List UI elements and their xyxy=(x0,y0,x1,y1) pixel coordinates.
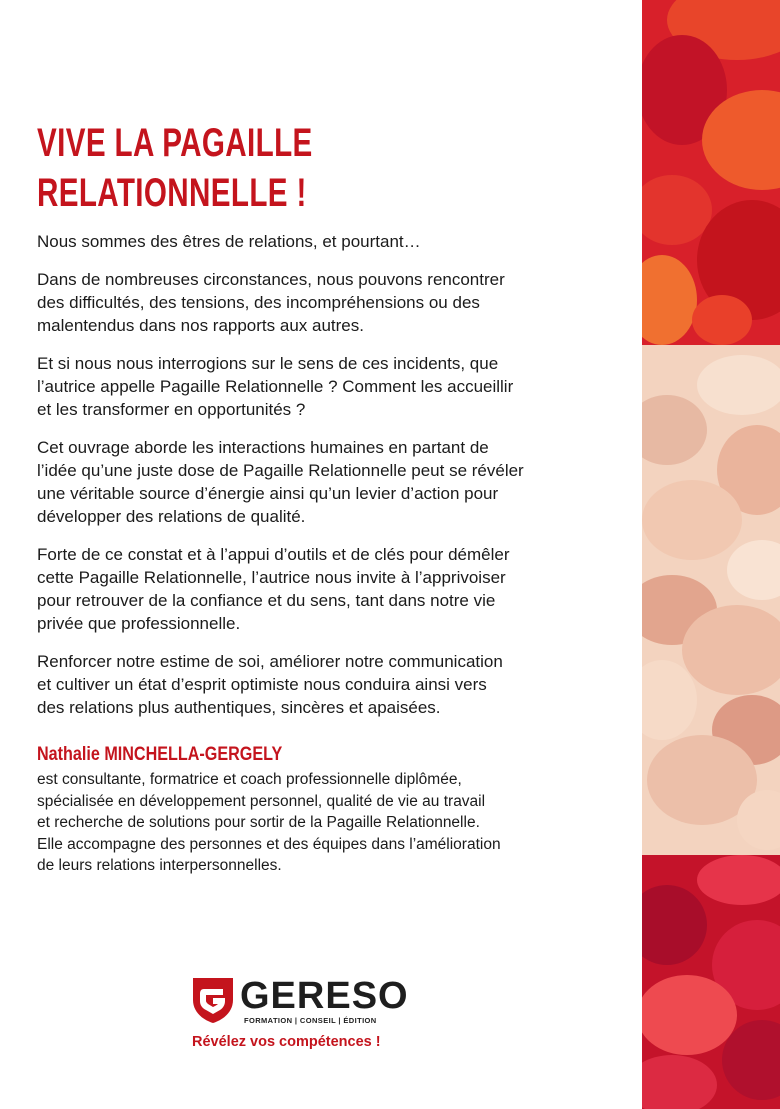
blurb-paragraph: Renforcer notre estime de soi, améliorer notre communication et cultiver un état d’esprit optimiste nous conduira ainsi vers des relations plus authentiques, sincères et apaisées. xyxy=(37,652,503,717)
blurb-paragraph: Cet ouvrage aborde les interactions humaines en partant de l’idée qu’une juste dose de Pagaille Relationnelle peut se révéler une véritable source d’énergie ainsi qu’un levier d’action pour développer des relations de qualité. xyxy=(37,438,524,526)
book-title xyxy=(37,118,313,218)
decorative-bubble-art xyxy=(642,0,780,1109)
publisher-tagline: FORMATION | CONSEIL | ÉDITION xyxy=(244,1016,377,1025)
author-bio: est consultante, formatrice et coach professionnelle diplômée, spécialisée en développement personnel, qualité de vie au travail et recherche de solutions pour sortir de la Pagaille Relationnelle. Elle accompagne des personnes et des équipes dans l’amélioration de leurs relations interpersonnelles. xyxy=(37,771,501,874)
title-line-2: RELATIONNELLE ! xyxy=(37,171,307,215)
blurb-paragraph: Nous sommes des êtres de relations, et pourtant… xyxy=(37,232,421,251)
shield-g-logo-icon xyxy=(190,974,236,1024)
blurb-paragraph: Forte de ce constat et à l’appui d’outils et de clés pour démêler cette Pagaille Relationnelle, l’autrice nous invite à l’apprivoiser pour retrouver de la confiance et du sens, tant dans notre vie privée que professionnelle. xyxy=(37,545,510,633)
back-cover-blurb xyxy=(37,230,597,734)
author-name: Nathalie MINCHELLA-GERGELY xyxy=(37,744,283,765)
title-line-1: VIVE LA PAGAILLE xyxy=(37,121,313,165)
publisher-slogan: Révélez vos compétences ! xyxy=(192,1034,381,1050)
blurb-paragraph: Et si nous nous interrogions sur le sens de ces incidents, que l’autrice appelle Pagaille Relationnelle ? Comment les accueillir et les transformer en opportunités ? xyxy=(37,354,514,419)
publisher-name: GERESO xyxy=(240,975,409,1017)
blurb-paragraph: Dans de nombreuses circonstances, nous pouvons rencontrer des difficultés, des tensions, des incompréhensions ou des malentendus dans nos rapports aux autres. xyxy=(37,270,505,335)
